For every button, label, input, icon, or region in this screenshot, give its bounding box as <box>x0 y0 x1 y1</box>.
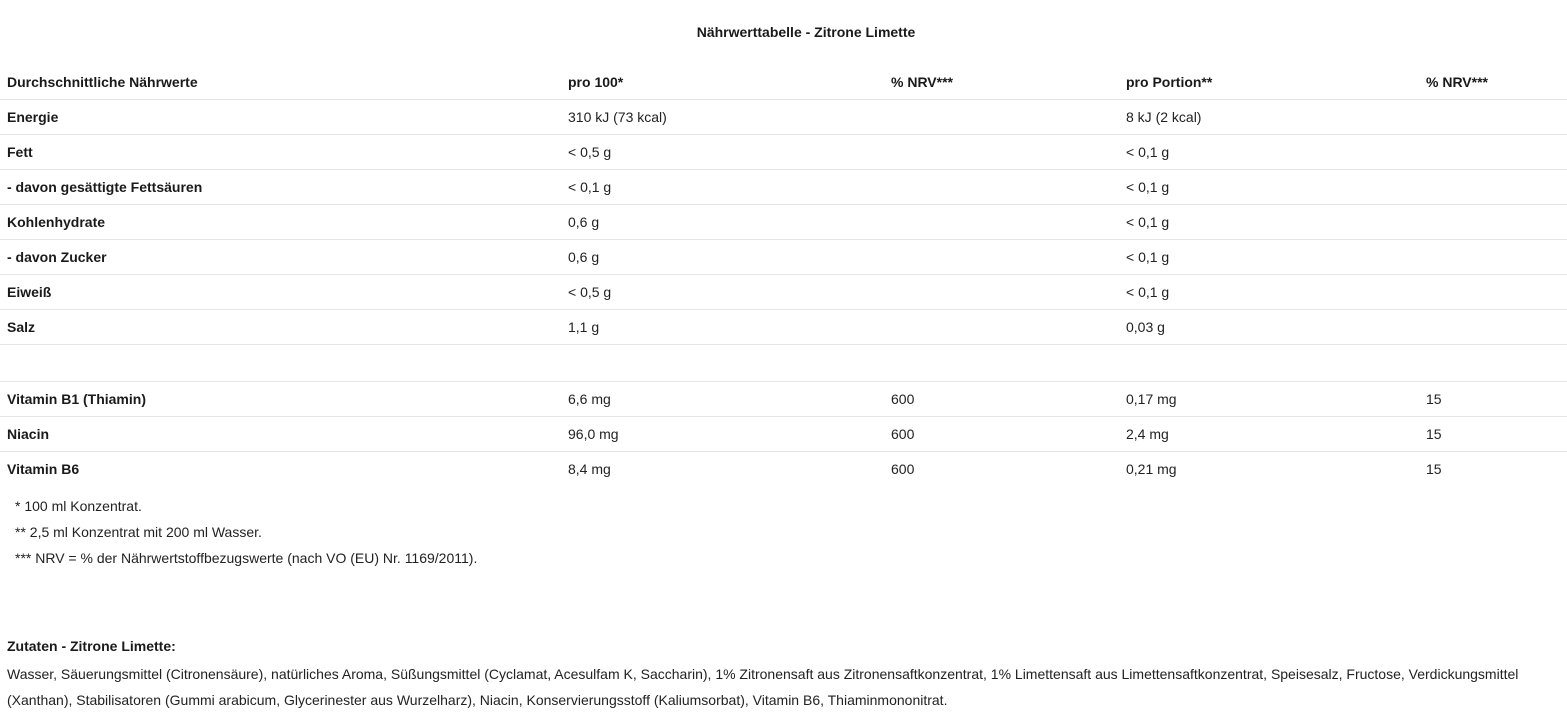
value-per-100: 310 kJ (73 kcal) <box>561 100 884 135</box>
nrv-per-portion <box>1419 240 1567 275</box>
table-row <box>0 452 1567 487</box>
value-per-100: < 0,1 g <box>561 170 884 205</box>
footnote: * 100 ml Konzentrat. <box>15 498 142 514</box>
value-per-portion: 2,4 mg <box>1119 417 1419 452</box>
page-title: Nährwerttabelle - Zitrone Limette <box>696 24 916 40</box>
nrv-per-100 <box>884 275 1119 310</box>
value-per-100: < 0,5 g <box>561 135 884 170</box>
column-header-per-portion: pro Portion** <box>1119 65 1419 100</box>
nrv-per-portion <box>1419 275 1567 310</box>
table-row <box>0 382 1567 417</box>
value-per-100: < 0,5 g <box>561 275 884 310</box>
table-row <box>0 310 1567 345</box>
nrv-per-portion: 15 <box>1419 417 1567 452</box>
nrv-per-portion <box>1419 205 1567 240</box>
column-header-nrv-portion: % NRV*** <box>1419 65 1567 100</box>
nrv-per-100 <box>884 170 1119 205</box>
table-row <box>0 417 1567 452</box>
footnote: *** NRV = % der Nährwertstoffbezugswerte (nach VO (EU) Nr. 1169/2011). <box>15 550 478 566</box>
nrv-per-portion: 15 <box>1419 382 1567 417</box>
footnotes <box>15 493 477 571</box>
nrv-per-100 <box>884 135 1119 170</box>
nutrient-label: Vitamin B6 <box>7 461 80 477</box>
value-per-portion: < 0,1 g <box>1119 275 1419 310</box>
nutrient-label: Kohlenhydrate <box>0 205 561 240</box>
value-per-portion: < 0,1 g <box>1119 170 1419 205</box>
nutrient-label: Energie <box>0 100 561 135</box>
nrv-per-portion <box>1419 310 1567 345</box>
nutrient-label: Fett <box>0 135 561 170</box>
value-per-portion: < 0,1 g <box>1119 135 1419 170</box>
value-per-100: 1,1 g <box>561 310 884 345</box>
ingredients-title: Zutaten - Zitrone Limette: <box>7 638 176 654</box>
value-per-portion: 8 kJ (2 kcal) <box>1119 100 1419 135</box>
table-row <box>0 170 1567 205</box>
nrv-per-100: 600 <box>884 417 1119 452</box>
nrv-per-100 <box>884 205 1119 240</box>
value-per-100: 8,4 mg <box>568 461 611 477</box>
nutrient-label: Niacin <box>0 417 561 452</box>
nrv-per-100 <box>884 240 1119 275</box>
table-spacer-row <box>0 345 1567 382</box>
nrv-per-portion <box>1419 170 1567 205</box>
nrv-per-100 <box>884 100 1119 135</box>
footnote: ** 2,5 ml Konzentrat mit 200 ml Wasser. <box>15 524 262 540</box>
nrv-per-100: 600 <box>884 382 1119 417</box>
value-per-portion: < 0,1 g <box>1119 205 1419 240</box>
value-per-portion: 0,21 mg <box>1126 461 1177 477</box>
nrv-per-portion <box>1419 100 1567 135</box>
table-row <box>0 240 1567 275</box>
table-header-row <box>0 65 1567 100</box>
table-row <box>0 275 1567 310</box>
column-header-per-100: pro 100* <box>561 65 884 100</box>
value-per-portion: 0,17 mg <box>1119 382 1419 417</box>
table-row <box>0 135 1567 170</box>
column-header-nutrient: Durchschnittliche Nährwerte <box>0 65 561 100</box>
table-row <box>0 100 1567 135</box>
nrv-per-100 <box>884 310 1119 345</box>
value-per-100: 96,0 mg <box>561 417 884 452</box>
nrv-per-portion <box>1419 135 1567 170</box>
ingredients-text: Wasser, Säuerungsmittel (Citronensäure), natürliches Aroma, Süßungsmittel (Cyclamat, Acesulfam K, Saccharin), 1% Zitronensaft aus Zitronensaftkonzentrat, 1% Limettensaft aus Limettensaftkonzentrat, Speisesalz, Fructose, Verdickungsmittel (Xanthan), Stabilisatoren (Gummi arabicum, Glycerinester aus Wurzelharz), Niacin, Konservierungsstoff (Kaliumsorbat), Vitamin B6, Thiaminmononitrat. <box>7 666 1519 708</box>
table-row <box>0 205 1567 240</box>
nutrition-table <box>0 65 1567 486</box>
nrv-per-portion: 15 <box>1426 461 1442 477</box>
nutrient-label: - davon gesättigte Fettsäuren <box>0 170 561 205</box>
nutrient-label: - davon Zucker <box>0 240 561 275</box>
column-header-nrv-100: % NRV*** <box>884 65 1119 100</box>
value-per-portion: < 0,1 g <box>1119 240 1419 275</box>
value-per-100: 0,6 g <box>561 240 884 275</box>
nutrient-label: Salz <box>0 310 561 345</box>
value-per-portion: 0,03 g <box>1119 310 1419 345</box>
nrv-per-100: 600 <box>891 461 915 477</box>
nutrient-label: Vitamin B1 (Thiamin) <box>0 382 561 417</box>
nutrient-label: Eiweiß <box>0 275 561 310</box>
value-per-100: 6,6 mg <box>561 382 884 417</box>
value-per-100: 0,6 g <box>561 205 884 240</box>
